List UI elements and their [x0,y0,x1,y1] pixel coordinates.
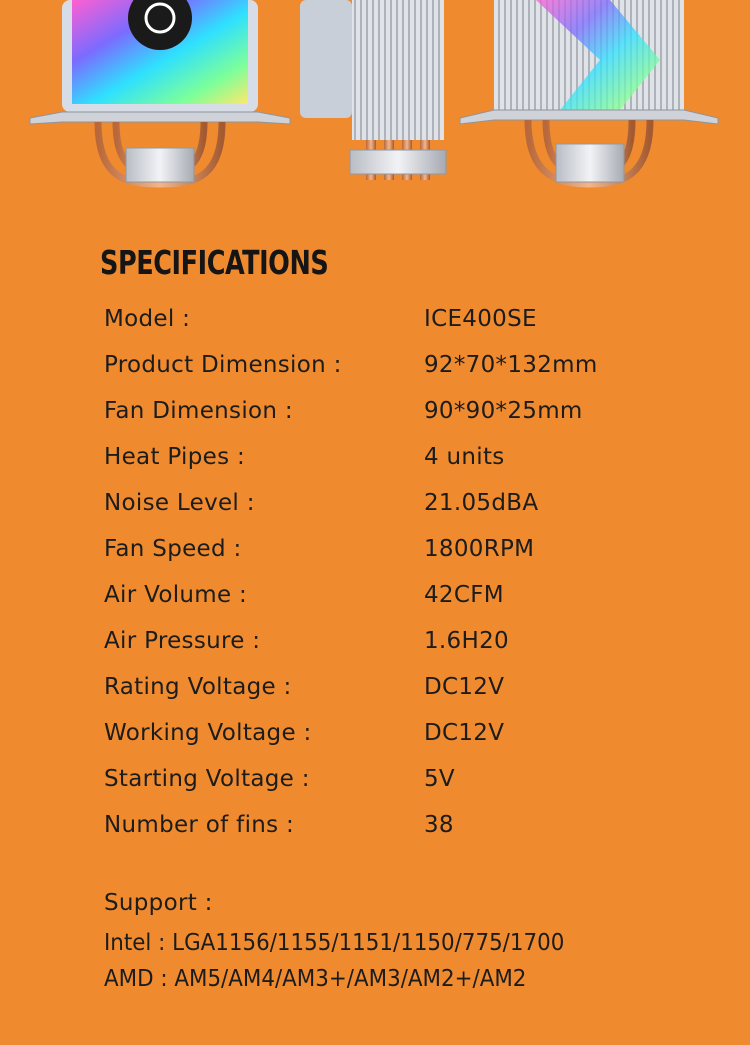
spec-label: Model : [104,306,191,332]
intel-socket-support: Intel : LGA1156/1155/1151/1150/775/1700 [104,930,565,956]
spec-row-noise-level [104,490,664,520]
spec-label: Fan Dimension : [104,398,293,424]
spec-row-number-of-fins [104,812,664,842]
spec-row-air-volume [104,582,664,612]
page-title: SPECIFICATIONS [100,243,329,282]
spec-label: Noise Level : [104,490,255,516]
spec-label: Heat Pipes : [104,444,246,470]
spec-value: DC12V [424,720,505,746]
spec-value: DC12V [424,674,505,700]
spec-row-model [104,306,664,336]
spec-value: ICE400SE [424,306,537,332]
spec-label: Product Dimension : [104,352,342,378]
product-images [0,0,750,200]
spec-row-fan-dimension [104,398,664,428]
spec-value: 1.6H20 [424,628,509,654]
spec-value: 38 [424,812,454,838]
cooler-back-view [460,0,718,184]
support-label: Support : [104,890,213,916]
spec-label: Starting Voltage : [104,766,310,792]
amd-socket-support: AMD : AM5/AM4/AM3+/AM3/AM2+/AM2 [104,966,527,992]
spec-value: 42CFM [424,582,504,608]
spec-label: Fan Speed : [104,536,242,562]
spec-value: 90*90*25mm [424,398,583,424]
cooler-front-view [30,0,290,184]
spec-label: Rating Voltage : [104,674,292,700]
spec-label: Working Voltage : [104,720,312,746]
spec-row-working-voltage [104,720,664,750]
spec-label: Number of fins : [104,812,295,838]
spec-value: 5V [424,766,455,792]
spec-row-air-pressure [104,628,664,658]
spec-value: 92*70*132mm [424,352,598,378]
spec-row-rating-voltage [104,674,664,704]
spec-value: 21.05dBA [424,490,539,516]
spec-label: Air Pressure : [104,628,261,654]
spec-value: 1800RPM [424,536,535,562]
spec-row-starting-voltage [104,766,664,796]
spec-row-product-dimension [104,352,664,382]
spec-label: Air Volume : [104,582,248,608]
spec-row-heat-pipes [104,444,664,474]
spec-value: 4 units [424,444,505,470]
spec-row-fan-speed [104,536,664,566]
cooler-side-view [300,0,446,180]
